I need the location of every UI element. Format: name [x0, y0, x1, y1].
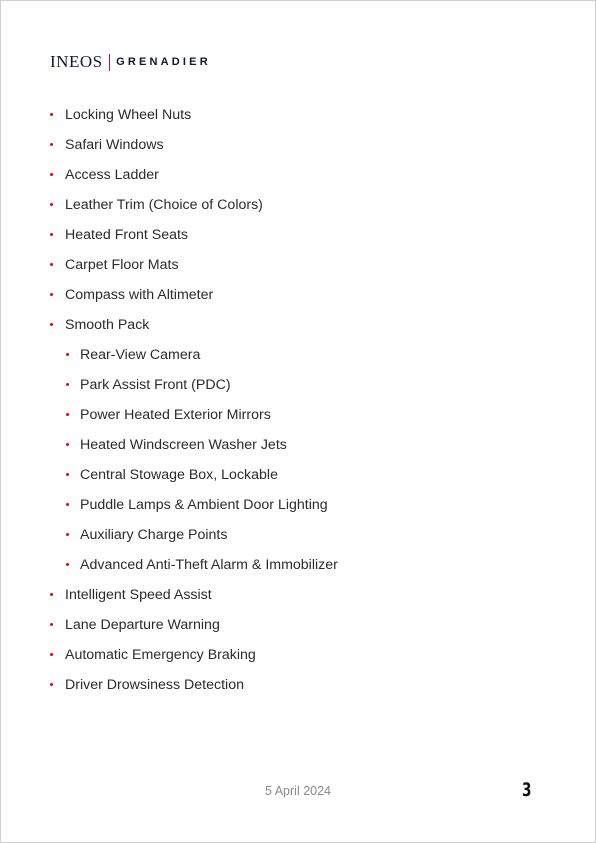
list-item [0, 610, 596, 640]
list-item-text: Driver Drowsiness Detection [65, 677, 244, 693]
sub-list-item [0, 370, 596, 400]
list-item-text: Heated Windscreen Washer Jets [80, 437, 287, 453]
list-item-text: Puddle Lamps & Ambient Door Lighting [80, 497, 328, 513]
bullet-icon [50, 653, 53, 656]
logo-grenadier-wordmark: GRENADIER [116, 56, 211, 68]
bullet-icon [66, 533, 69, 536]
list-item [0, 220, 596, 250]
bullet-icon [50, 323, 53, 326]
bullet-icon [66, 443, 69, 446]
bullet-icon [50, 113, 53, 116]
list-item-text: Rear-View Camera [80, 347, 201, 363]
page-number: 3 [522, 779, 532, 801]
list-item-text: Auxiliary Charge Points [80, 527, 228, 543]
logo-ineos-wordmark: INEOS [50, 52, 103, 71]
list-item [0, 250, 596, 280]
bullet-icon [66, 413, 69, 416]
list-item [0, 190, 596, 220]
list-item [0, 100, 596, 130]
list-item-text: Locking Wheel Nuts [65, 107, 192, 123]
list-item-text: Lane Departure Warning [65, 617, 220, 633]
logo-divider [109, 54, 111, 71]
bullet-icon [50, 593, 53, 596]
list-item-text: Safari Windows [65, 137, 164, 153]
list-item [0, 580, 596, 610]
bullet-icon [66, 473, 69, 476]
bullet-icon [50, 293, 53, 296]
list-item [0, 280, 596, 310]
bullet-icon [50, 203, 53, 206]
bullet-icon [66, 383, 69, 386]
bullet-icon [66, 503, 69, 506]
sub-list-item [0, 460, 596, 490]
list-item-text: Power Heated Exterior Mirrors [80, 407, 271, 423]
bullet-icon [66, 563, 69, 566]
bullet-icon [50, 623, 53, 626]
list-item-text: Access Ladder [65, 167, 159, 183]
list-item-text: Automatic Emergency Braking [65, 647, 256, 663]
list-item-text: Compass with Altimeter [65, 287, 214, 303]
list-item [0, 640, 596, 670]
bullet-icon [50, 233, 53, 236]
list-item-text: Advanced Anti-Theft Alarm & Immobilizer [80, 557, 338, 573]
ineos-grenadier-logo [50, 52, 211, 72]
list-item [0, 310, 596, 340]
sub-list-item [0, 340, 596, 370]
list-item [0, 160, 596, 190]
sub-list-item [0, 400, 596, 430]
feature-list [0, 100, 596, 700]
list-item-text: Heated Front Seats [65, 227, 189, 243]
list-item-text: Carpet Floor Mats [65, 257, 179, 273]
bullet-icon [50, 683, 53, 686]
bullet-icon [66, 353, 69, 356]
list-item-text: Central Stowage Box, Lockable [80, 467, 278, 483]
footer-date: 5 April 2024 [264, 784, 332, 798]
list-item-text: Leather Trim (Choice of Colors) [65, 197, 263, 213]
list-item-text: Intelligent Speed Assist [65, 587, 212, 603]
sub-list-item [0, 550, 596, 580]
bullet-icon [50, 173, 53, 176]
list-item [0, 130, 596, 160]
bullet-icon [50, 143, 53, 146]
list-item-text: Smooth Pack [65, 317, 150, 333]
bullet-icon [50, 263, 53, 266]
list-item-text: Park Assist Front (PDC) [80, 377, 231, 393]
list-item [0, 670, 596, 700]
sub-list-item [0, 490, 596, 520]
sub-list-item [0, 430, 596, 460]
sub-list-item [0, 520, 596, 550]
